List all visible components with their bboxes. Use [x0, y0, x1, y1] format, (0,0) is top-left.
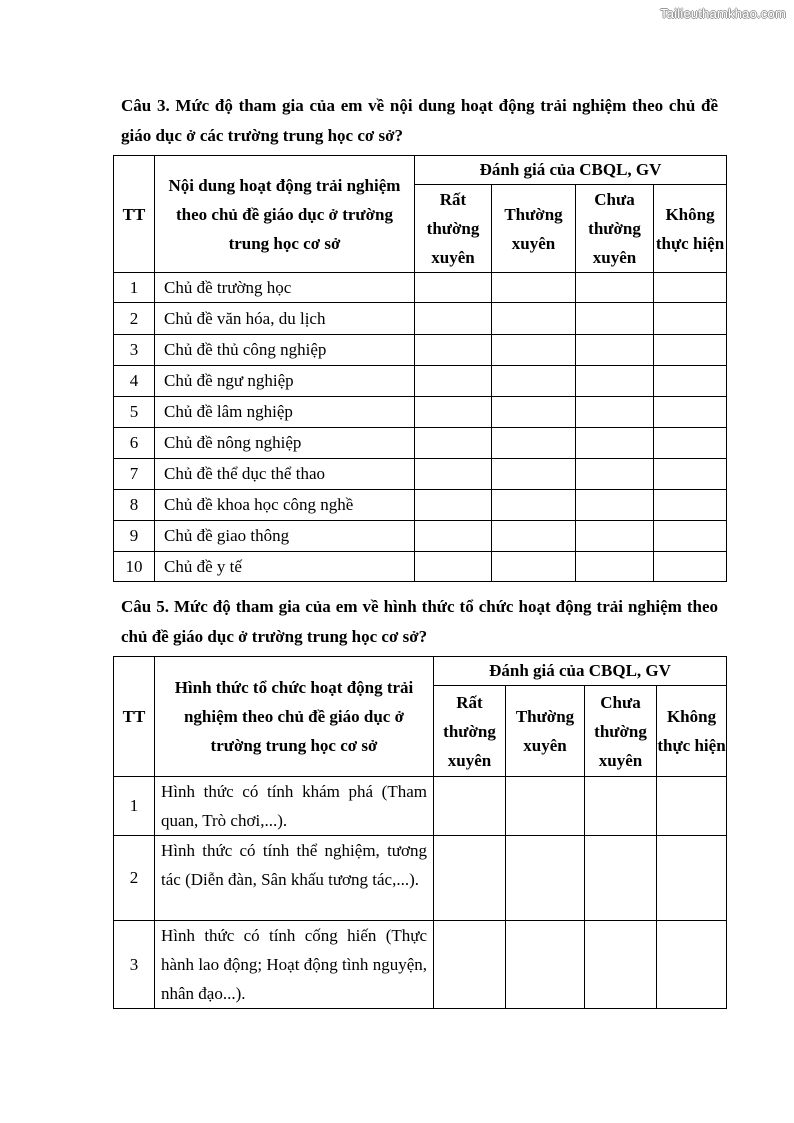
- rating-cell-very-frequent[interactable]: [415, 552, 492, 582]
- rating-cell-very-frequent[interactable]: [415, 335, 492, 366]
- row-number: 2: [114, 836, 155, 921]
- rating-cell-not-frequent[interactable]: [576, 366, 654, 397]
- table-row: [114, 521, 727, 552]
- table-row: [114, 552, 727, 582]
- rating-cell-not-frequent[interactable]: [576, 521, 654, 552]
- row-number: 8: [114, 490, 155, 521]
- header-level-not-done: Không thực hiện: [657, 686, 727, 777]
- rating-cell-not-frequent[interactable]: [576, 273, 654, 303]
- question-3-table: [113, 155, 727, 582]
- rating-cell-not-frequent[interactable]: [576, 490, 654, 521]
- rating-cell-frequent[interactable]: [492, 490, 576, 521]
- rating-cell-very-frequent[interactable]: [415, 490, 492, 521]
- rating-cell-very-frequent[interactable]: [415, 366, 492, 397]
- table-row: [114, 397, 727, 428]
- rating-cell-not-done[interactable]: [654, 273, 727, 303]
- rating-cell-frequent[interactable]: [506, 777, 585, 836]
- header-level-not-done: Không thực hiện: [654, 185, 727, 273]
- rating-cell-frequent[interactable]: [492, 521, 576, 552]
- row-number: 3: [114, 921, 155, 1009]
- rating-cell-not-done[interactable]: [657, 836, 727, 921]
- rating-cell-not-frequent[interactable]: [576, 459, 654, 490]
- header-content: Hình thức tổ chức hoạt động trải nghiệm theo chủ đề giáo dục ở trường trung học cơ sở: [155, 657, 434, 777]
- rating-cell-not-frequent[interactable]: [585, 921, 657, 1009]
- rating-cell-very-frequent[interactable]: [415, 521, 492, 552]
- rating-cell-very-frequent[interactable]: [415, 428, 492, 459]
- row-number: 1: [114, 273, 155, 303]
- rating-cell-very-frequent[interactable]: [415, 303, 492, 335]
- rating-cell-frequent[interactable]: [492, 303, 576, 335]
- row-content: Chủ đề lâm nghiệp: [155, 397, 415, 428]
- question-3-title: Câu 3. Mức độ tham gia của em về nội dung hoạt động trải nghiệm theo chủ đề giáo dục ở các trường trung học cơ sở?: [121, 96, 718, 145]
- question-5-title: Câu 5. Mức độ tham gia của em về hình thức tổ chức hoạt động trải nghiệm theo chủ đề giáo dục ở trường trung học cơ sở?: [121, 597, 718, 646]
- table-row: [114, 836, 727, 921]
- header-level-not-frequent: Chưa thường xuyên: [585, 686, 657, 777]
- watermark: Tailieuthamkhao.com: [660, 6, 786, 21]
- row-number: 6: [114, 428, 155, 459]
- row-number: 4: [114, 366, 155, 397]
- header-level-frequent: Thường xuyên: [506, 686, 585, 777]
- header-evaluation-group: Đánh giá của CBQL, GV: [415, 156, 727, 185]
- row-content: Chủ đề ngư nghiệp: [155, 366, 415, 397]
- rating-cell-frequent[interactable]: [492, 366, 576, 397]
- rating-cell-frequent[interactable]: [506, 921, 585, 1009]
- row-content: Chủ đề văn hóa, du lịch: [155, 303, 415, 335]
- row-number: 10: [114, 552, 155, 582]
- row-content: Chủ đề trường học: [155, 273, 415, 303]
- rating-cell-not-frequent[interactable]: [576, 428, 654, 459]
- row-content: Chủ đề y tế: [155, 552, 415, 582]
- table-row: [114, 335, 727, 366]
- rating-cell-very-frequent[interactable]: [434, 921, 506, 1009]
- rating-cell-not-frequent[interactable]: [576, 303, 654, 335]
- row-number: 1: [114, 777, 155, 836]
- rating-cell-not-frequent[interactable]: [585, 836, 657, 921]
- rating-cell-very-frequent[interactable]: [434, 777, 506, 836]
- rating-cell-not-done[interactable]: [654, 552, 727, 582]
- header-tt: TT: [114, 156, 155, 273]
- row-content: Chủ đề thủ công nghiệp: [155, 335, 415, 366]
- rating-cell-not-done[interactable]: [654, 335, 727, 366]
- table-row: [114, 777, 727, 836]
- row-number: 3: [114, 335, 155, 366]
- rating-cell-not-frequent[interactable]: [576, 335, 654, 366]
- rating-cell-frequent[interactable]: [492, 552, 576, 582]
- rating-cell-not-frequent[interactable]: [576, 552, 654, 582]
- table-row: [114, 273, 727, 303]
- question-5-table: [113, 656, 727, 1009]
- header-tt: TT: [114, 657, 155, 777]
- row-number: 5: [114, 397, 155, 428]
- row-content: Chủ đề thể dục thể thao: [155, 459, 415, 490]
- rating-cell-very-frequent[interactable]: [434, 836, 506, 921]
- table-row: [114, 303, 727, 335]
- rating-cell-not-done[interactable]: [654, 490, 727, 521]
- rating-cell-very-frequent[interactable]: [415, 273, 492, 303]
- row-number: 7: [114, 459, 155, 490]
- rating-cell-not-frequent[interactable]: [585, 777, 657, 836]
- rating-cell-not-done[interactable]: [654, 397, 727, 428]
- row-number: 2: [114, 303, 155, 335]
- rating-cell-frequent[interactable]: [492, 397, 576, 428]
- row-content: Chủ đề nông nghiệp: [155, 428, 415, 459]
- rating-cell-not-done[interactable]: [654, 366, 727, 397]
- header-level-frequent: Thường xuyên: [492, 185, 576, 273]
- header-content: Nội dung hoạt động trải nghiệm theo chủ đề giáo dục ở trường trung học cơ sở: [155, 156, 415, 273]
- header-level-very-frequent: Rất thường xuyên: [415, 185, 492, 273]
- row-content: Chủ đề giao thông: [155, 521, 415, 552]
- rating-cell-not-frequent[interactable]: [576, 397, 654, 428]
- rating-cell-not-done[interactable]: [654, 303, 727, 335]
- row-content: Hình thức có tính khám phá (Tham quan, Trò chơi,...).: [155, 777, 434, 836]
- rating-cell-not-done[interactable]: [654, 459, 727, 490]
- table-row: [114, 921, 727, 1009]
- rating-cell-not-done[interactable]: [657, 921, 727, 1009]
- rating-cell-very-frequent[interactable]: [415, 459, 492, 490]
- row-content: Hình thức có tính thể nghiệm, tương tác (Diễn đàn, Sân khấu tương tác,...).: [155, 836, 434, 921]
- table-row: [114, 490, 727, 521]
- table-row: [114, 366, 727, 397]
- rating-cell-very-frequent[interactable]: [415, 397, 492, 428]
- rating-cell-frequent[interactable]: [492, 335, 576, 366]
- rating-cell-not-done[interactable]: [657, 777, 727, 836]
- header-evaluation-group: Đánh giá của CBQL, GV: [434, 657, 727, 686]
- row-content: Hình thức có tính cống hiến (Thực hành lao động; Hoạt động tình nguyện, nhân đạo...).: [155, 921, 434, 1009]
- table-row: [114, 459, 727, 490]
- rating-cell-not-done[interactable]: [654, 428, 727, 459]
- rating-cell-frequent[interactable]: [492, 273, 576, 303]
- rating-cell-frequent[interactable]: [492, 459, 576, 490]
- rating-cell-frequent[interactable]: [492, 428, 576, 459]
- header-level-not-frequent: Chưa thường xuyên: [576, 185, 654, 273]
- row-number: 9: [114, 521, 155, 552]
- rating-cell-frequent[interactable]: [506, 836, 585, 921]
- header-level-very-frequent: Rất thường xuyên: [434, 686, 506, 777]
- row-content: Chủ đề khoa học công nghề: [155, 490, 415, 521]
- table-row: [114, 428, 727, 459]
- rating-cell-not-done[interactable]: [654, 521, 727, 552]
